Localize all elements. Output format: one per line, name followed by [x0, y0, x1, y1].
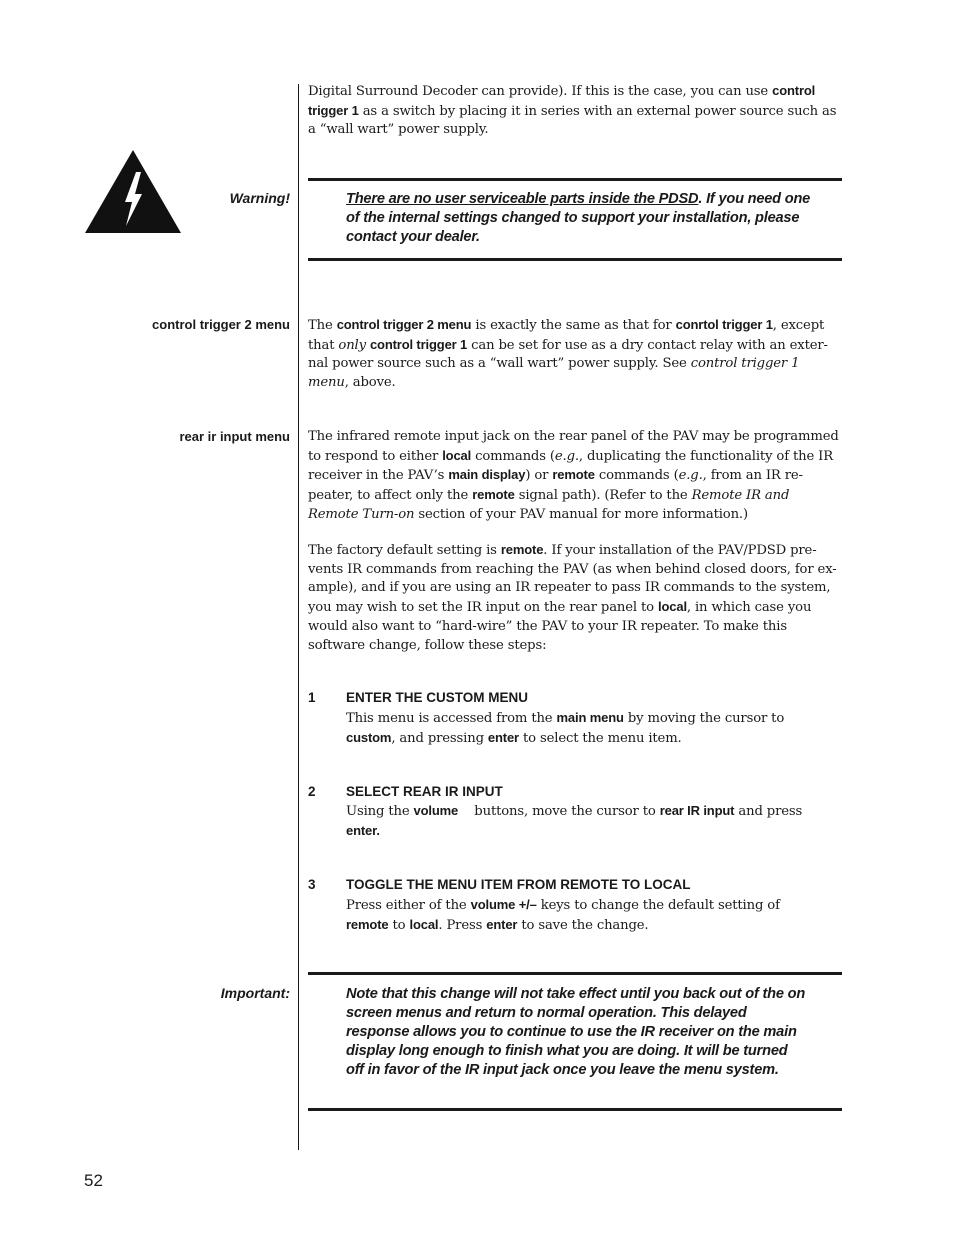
electric-hazard-warning-icon [84, 150, 182, 234]
warning-text: There are no user serviceable parts inside the PDSD. If you need one of the internal settings changed to support your installation, please contact your dealer. [346, 191, 811, 245]
warning-label: Warning! [229, 190, 290, 206]
important-label: Important: [220, 985, 290, 1001]
step-number: 2 [308, 784, 316, 799]
step-title: SELECT REAR IR INPUT [346, 784, 503, 799]
intro-paragraph: Digital Surround Decoder can provide). If this is the case, you can use control trigger 1 as a switch by placing it in series with an external power source such as a “wall wart” power supply. [308, 83, 837, 138]
section-heading-control-trigger-2: control trigger 2 menu [152, 317, 290, 332]
section-heading-rear-ir-input: rear ir input menu [179, 429, 290, 444]
important-text: Note that this change will not take effect until you back out of the on screen menus and return to normal operation. This delayed response allows you to continue to use the IR receiver on the main display long enough to finish what you are doing. It will be turned off in favor of the IR input jack once you leave the menu system. [346, 986, 806, 1078]
step-number: 3 [308, 877, 316, 892]
warning-top-rule [308, 178, 842, 181]
step-title: ENTER THE CUSTOM MENU [346, 690, 529, 705]
column-divider [298, 84, 299, 1150]
rear-ir-paragraph-2: The factory default setting is remote. If your installation of the PAV/PDSD pre-vents IR commands from reaching the PAV (as when behind closed doors, for ex-ample), and if you are using an IR repeater to pass IR commands to the system, you may wish to set the IR input on the rear panel to local, in which case you would also want to “hard-wire” the PAV to your IR repeater. To make this software change, follow these steps: [308, 542, 837, 653]
control-trigger-2-paragraph: The control trigger 2 menu is exactly the same as that for conrtol trigger 1, except that only control trigger 1 can be set for use as a dry contact relay with an exter-nal power source such as a “wall wart” power supply. See control trigger 1 menu, above. [308, 317, 828, 391]
page-number: 52 [84, 1171, 103, 1190]
important-top-rule [308, 972, 842, 975]
step-number: 1 [308, 690, 316, 705]
rear-ir-paragraph-1: The infrared remote input jack on the rear panel of the PAV may be programmed to respond to either local commands (e.g., duplicating the functionality of the IR receiver in the PAV’s main display) or remote commands (e.g., from an IR re-peater, to affect only the remote signal path). (Refer to the Remote IR and Remote Turn-on section of your PAV manual for more information.) [308, 429, 839, 522]
step-body: This menu is accessed from the main menu by moving the cursor to custom, and pressing enter to select the menu item. [346, 710, 785, 746]
important-bottom-rule [308, 1108, 842, 1111]
step-body: Using the volume buttons, move the cursor to rear IR input and press enter. [346, 803, 803, 838]
step-title: TOGGLE THE MENU ITEM FROM REMOTE TO LOCAL [346, 877, 691, 892]
warning-bottom-rule [308, 258, 842, 261]
step-body: Press either of the volume +/– keys to change the default setting of remote to local. Press enter to save the change. [346, 897, 780, 933]
